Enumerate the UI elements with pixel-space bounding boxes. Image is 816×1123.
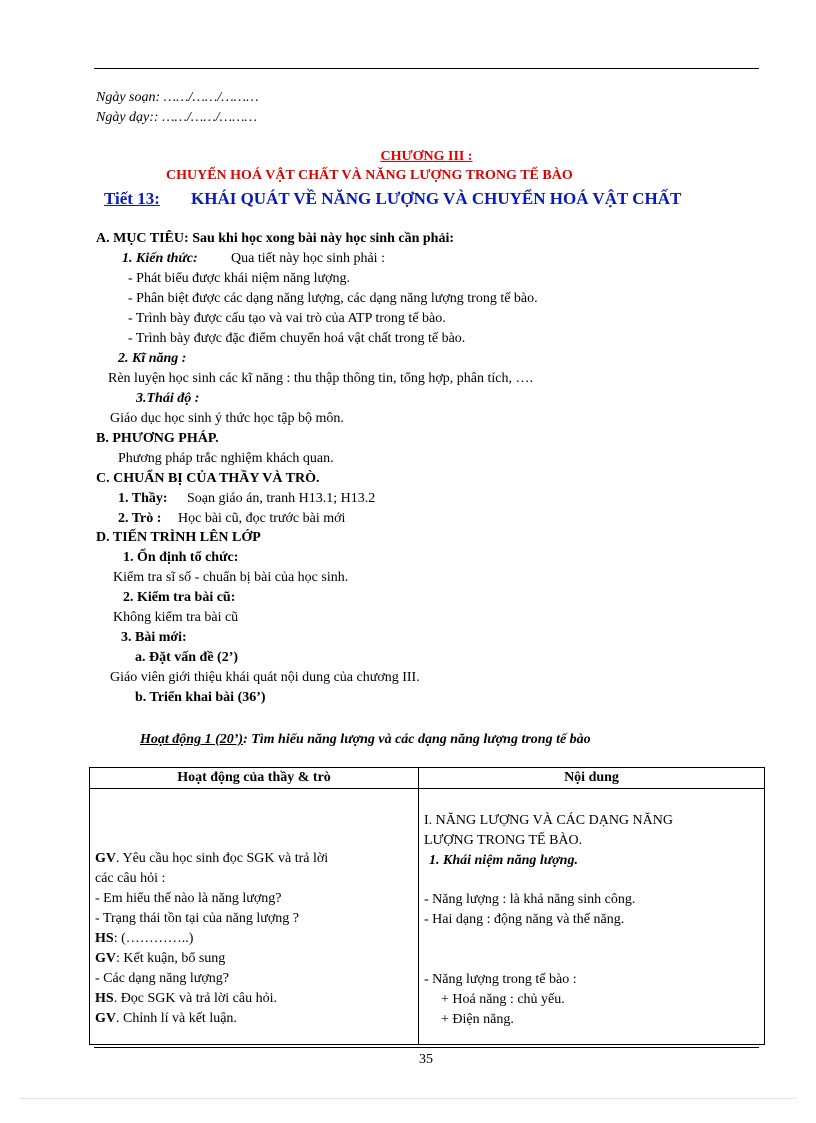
col1-header-text: Hoạt động của thầy & trò	[177, 770, 331, 785]
table-header-col1	[90, 768, 419, 789]
attitude-label: 3.Thái độ :	[136, 391, 200, 406]
page-number: 35	[419, 1052, 433, 1067]
teacher-label: 1. Thầy:	[118, 491, 168, 506]
question-3: - Các dạng năng lượng?	[95, 971, 229, 986]
skills-text: Rèn luyện học sinh các kĩ năng : thu thập thông tin, tổng hợp, phân tích, ….	[108, 371, 534, 386]
question-2: - Trạng thái tồn tại của năng lượng ?	[95, 911, 299, 926]
section-d-heading: D. TIẾN TRÌNH LÊN LỚP	[96, 530, 261, 545]
intro-text: Giáo viên giới thiệu khái quát nội dung của chương III.	[110, 670, 420, 685]
footer-rule	[94, 1047, 759, 1048]
content-point-1: - Năng lượng : là khả năng sinh công.	[424, 892, 636, 907]
content-cell	[419, 789, 765, 1045]
student-text: Học bài cũ, đọc trước bài mới	[178, 511, 346, 526]
col2-header-text: Nội dung	[564, 770, 619, 785]
section-b-heading: B. PHƯƠNG PHÁP.	[96, 431, 219, 446]
page-bottom-divider	[20, 1098, 796, 1099]
knowledge-item-2: - Phân biệt được các dạng năng lượng, các dạng năng lượng trong tế bào.	[128, 291, 538, 306]
student-label: 2. Trò :	[118, 511, 162, 526]
content-heading-line-2: LƯỢNG TRONG TẾ BÀO.	[424, 833, 583, 848]
content-point-4: + Hoá năng : chủ yếu.	[441, 992, 565, 1007]
gv-text: . Chỉnh lí và kết luận.	[116, 1011, 237, 1026]
attitude-text: Giáo dục học sinh ý thức học tập bộ môn.	[110, 411, 344, 426]
section-a-heading: A. MỤC TIÊU: Sau khi học xong bài này học sinh cần phải:	[96, 231, 455, 246]
develop-label: b. Triển khai bài (36’)	[135, 690, 266, 705]
stabilize-label: 1. Ổn định tổ chức:	[123, 550, 239, 565]
lesson-label: Tiết 13:	[104, 189, 160, 208]
hs-text: . Đọc SGK và trả lời câu hỏi.	[113, 991, 277, 1006]
hs-line-1	[95, 932, 193, 946]
gv-line-3	[95, 952, 225, 966]
stabilize-text: Kiểm tra sĩ số - chuẩn bị bài của học sinh.	[113, 570, 349, 585]
question-1: - Em hiểu thế nào là năng lượng?	[95, 891, 282, 906]
gv-label: GV	[95, 851, 116, 866]
hs-label: HS	[95, 931, 114, 946]
chapter-label: CHƯƠNG III :	[380, 149, 473, 164]
review-label: 2. Kiểm tra bài cũ:	[123, 590, 236, 605]
section-c-heading: C. CHUẨN BỊ CỦA THẦY VÀ TRÒ.	[96, 471, 320, 486]
intro-label: a. Đặt vấn đề (2’)	[135, 650, 239, 665]
knowledge-item-1: - Phát biểu được khái niệm năng lượng.	[128, 271, 351, 286]
knowledge-intro: Qua tiết này học sinh phải :	[231, 251, 385, 266]
table-header-col2	[419, 768, 765, 789]
review-text: Không kiểm tra bài cũ	[113, 610, 239, 625]
gv-line-1	[95, 852, 328, 866]
content-heading-line-1: I. NĂNG LƯỢNG VÀ CÁC DẠNG NĂNG	[424, 813, 673, 828]
gv-line-4	[95, 1012, 237, 1026]
gv-label: GV	[95, 951, 116, 966]
activity-title	[140, 733, 591, 747]
teacher-student-cell	[90, 789, 419, 1045]
hs-label: HS	[95, 991, 114, 1006]
prep-date: Ngày soạn: ……/……/………	[96, 90, 259, 105]
gv-text: . Yêu cầu học sinh đọc SGK và trả lời	[116, 851, 329, 866]
gv-label: GV	[95, 1011, 116, 1026]
skills-label: 2. Kĩ năng :	[118, 351, 187, 366]
activity-title-text: : Tìm hiểu năng lượng và các dạng năng lượng trong tế bào	[243, 732, 591, 747]
new-lesson-label: 3. Bài mới:	[121, 630, 187, 645]
hs-text: : (…………..)	[113, 931, 194, 946]
content-point-2: - Hai dạng : động năng và thế năng.	[424, 912, 625, 927]
content-subheading: 1. Khái niệm năng lượng.	[429, 853, 578, 868]
gv-line-2: các câu hỏi :	[95, 871, 166, 886]
chapter-title: CHUYỂN HOÁ VẬT CHẤT VÀ NĂNG LƯỢNG TRONG TẾ BÀO	[166, 168, 573, 183]
knowledge-label: 1. Kiến thức:	[122, 251, 198, 266]
table-header-row	[90, 768, 765, 789]
lesson-title: KHÁI QUÁT VỀ NĂNG LƯỢNG VÀ CHUYỂN HOÁ VẬT CHẤT	[191, 189, 682, 208]
hs-line-2	[95, 992, 277, 1006]
activity-title-label: Hoạt động 1 (20’)	[140, 732, 244, 747]
gv-text: : Kết kuận, bổ sung	[116, 951, 226, 966]
activity-table	[89, 767, 765, 1045]
header-rule	[94, 68, 759, 69]
teach-date: Ngày dạy:: ……/……/………	[96, 110, 258, 125]
content-point-5: + Điện năng.	[441, 1012, 514, 1027]
knowledge-item-4: - Trình bày được đặc điểm chuyển hoá vật chất trong tế bào.	[128, 331, 466, 346]
knowledge-item-3: - Trình bày được cấu tạo và vai trò của ATP trong tế bào.	[128, 311, 446, 326]
teacher-text: Soạn giáo án, tranh H13.1; H13.2	[187, 491, 376, 506]
table-row	[90, 789, 765, 1045]
content-point-3: - Năng lượng trong tế bào :	[424, 972, 577, 987]
method-text: Phương pháp trắc nghiệm khách quan.	[118, 451, 334, 466]
